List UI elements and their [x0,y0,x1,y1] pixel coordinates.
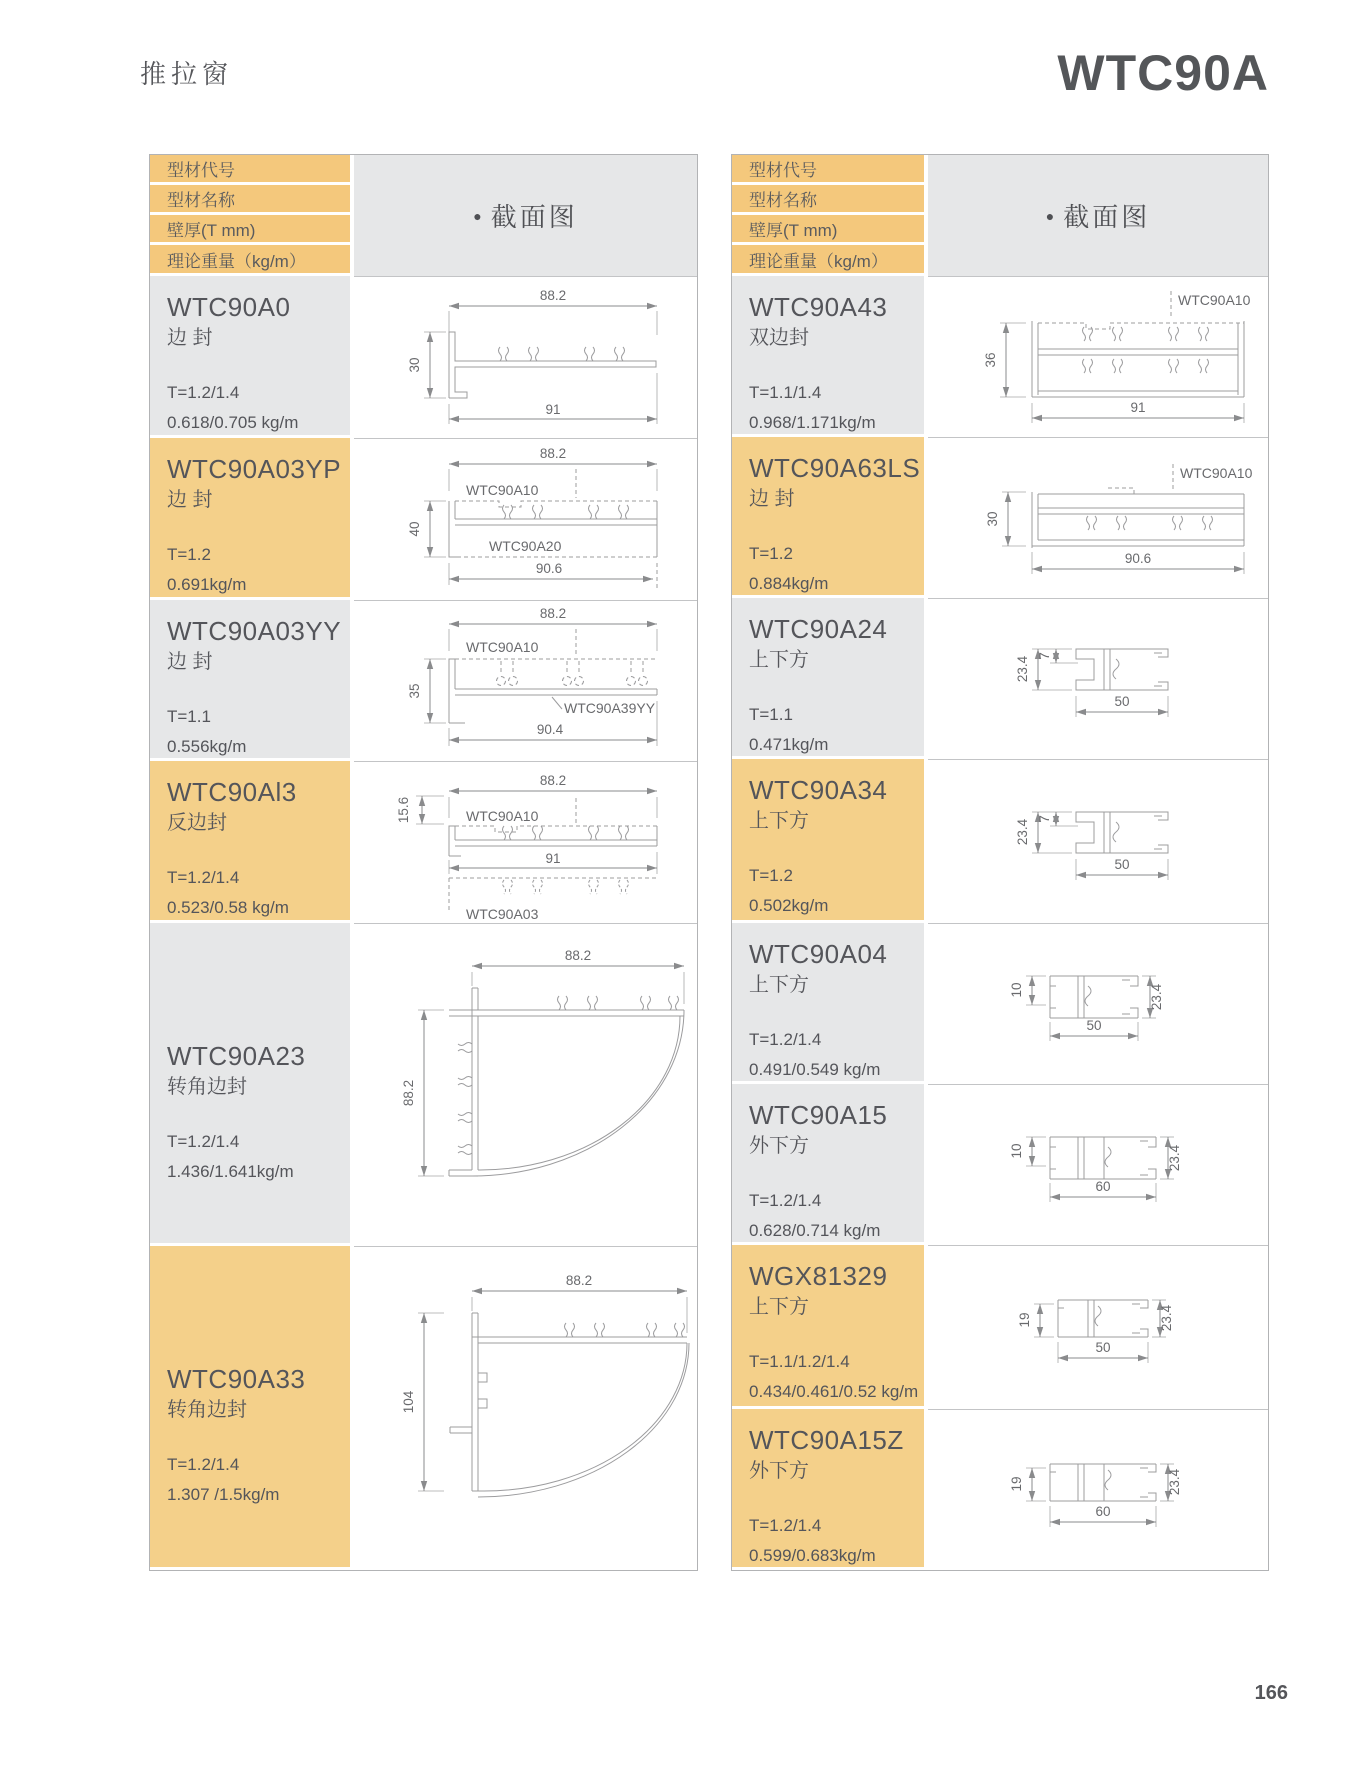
profile-thickness: T=1.2/1.4 [167,868,240,887]
profile-code: WTC90A04 [749,939,888,969]
dim-label: 90.6 [1124,551,1152,566]
row-label-wtc90al3 [150,761,350,920]
row-label-wtc90a33 [150,1246,350,1567]
left-profile-table [149,154,698,1571]
row-label-wgx81329 [732,1245,924,1406]
profile-thickness: T=1.2 [749,866,793,885]
section-drawing [928,924,1268,1083]
profile-weight: 0.968/1.171kg/m [749,413,876,432]
profile-thickness: T=1.2/1.4 [167,1455,240,1474]
dim-label: 91 [1130,400,1146,415]
drawing-row [354,600,697,761]
component-label: WTC90A20 [489,538,562,554]
dim-label: 23.4 [1015,655,1030,683]
profile-name: 反边封 [167,812,227,834]
profile-thickness: T=1.1/1.2/1.4 [749,1352,850,1371]
header-cell-thickness: 壁厚(T mm) [732,215,924,242]
header-cell-weight: 理论重量（kg/m） [150,245,350,273]
profile-code: WTC90A43 [749,292,888,322]
series-title: WTC90A [1057,45,1269,101]
dim-label: 90.6 [535,561,563,576]
component-label: WTC90A03 [466,906,539,922]
dim-label: 50 [1114,857,1130,872]
profile-name: 边 封 [167,651,213,673]
profile-weight: 0.434/0.461/0.52 kg/m [749,1382,919,1401]
dim-label: 50 [1086,1018,1102,1033]
dim-label: 10 [1009,982,1024,998]
row-label-wtc90a23 [150,923,350,1243]
profile-weight: 0.471kg/m [749,735,829,754]
dim-label: 35 [407,683,422,699]
dim-label: 88.2 [539,288,567,303]
profile-code: WTC90A23 [167,1041,306,1071]
profile-code: WTC90Al3 [167,777,297,807]
row-label-wtc90a15z [732,1409,924,1567]
drawing-row [928,276,1268,437]
dim-label: 88.2 [539,773,567,788]
dim-label: 23.4 [1159,1304,1174,1332]
dim-label: 19 [1009,1476,1024,1492]
section-drawing [928,1246,1268,1408]
profile-name: 外下方 [749,1135,809,1157]
profile-name: 上下方 [749,810,809,832]
right-profile-table [731,154,1269,1571]
dim-label: 30 [407,357,422,373]
drawing-row [928,437,1268,598]
profile-weight: 0.491/0.549 kg/m [749,1060,881,1079]
dim-label: 60 [1095,1179,1111,1194]
profile-weight: 0.618/0.705 kg/m [167,413,299,432]
dim-label: 23.4 [1167,1144,1182,1172]
bullet-icon: ● [473,207,482,224]
header-cell-name: 型材名称 [150,185,350,212]
right-label-column [732,155,924,1570]
profile-weight: 0.628/0.714 kg/m [749,1221,881,1240]
section-drawing [354,439,697,599]
component-label: WTC90A10 [466,808,539,824]
component-label: WTC90A39YY [564,700,656,716]
header-cell-weight: 理论重量（kg/m） [732,245,924,273]
row-label-wtc90a15 [732,1084,924,1242]
dim-label: 30 [985,511,1000,527]
dim-label: 60 [1095,1504,1111,1519]
profile-name: 边 封 [167,327,213,349]
profile-code: WTC90A33 [167,1364,306,1394]
component-label: WTC90A10 [1180,465,1253,481]
section-drawing [354,601,697,760]
drawing-row [928,1409,1268,1570]
profile-weight: 0.691kg/m [167,575,247,594]
page-category-title: 推拉窗 [140,59,234,89]
row-label-wtc90a0 [150,276,350,435]
profile-code: WTC90A15Z [749,1425,904,1455]
drawing-row [354,1246,697,1570]
left-drawing-column [354,155,697,1570]
page-number: 166 [1254,1682,1288,1704]
drawing-row [928,598,1268,759]
dim-label: 91 [545,851,561,866]
profile-name: 双边封 [749,327,809,349]
section-drawing [928,599,1268,758]
profile-code: WTC90A34 [749,775,888,805]
profile-code: WTC90A24 [749,614,888,644]
row-label-wtc90a24 [732,598,924,756]
dim-label: 10 [1009,1143,1024,1159]
profile-code: WGX81329 [749,1261,888,1291]
row-label-wtc90a03yp [150,438,350,597]
section-view-header: ● 截面图 [928,155,1268,276]
profile-code: WTC90A63LS [749,453,921,483]
row-label-wtc90a43 [732,276,924,434]
profile-name: 外下方 [749,1460,809,1482]
dim-label: 90.4 [536,722,564,737]
drawing-row [354,276,697,438]
profile-code: WTC90A0 [167,292,291,322]
profile-weight: 1.307 /1.5kg/m [167,1485,280,1504]
section-drawing [928,760,1268,922]
profile-name: 边 封 [167,489,213,511]
drawing-row [928,1084,1268,1245]
profile-thickness: T=1.1 [749,705,793,724]
section-drawing [928,277,1268,436]
section-drawing [354,1247,697,1569]
profile-name: 转角边封 [167,1076,247,1098]
dim-label: 88.2 [401,1079,416,1107]
dim-label: 23.4 [1167,1468,1182,1496]
profile-weight: 0.502kg/m [749,896,829,915]
profile-thickness: T=1.2/1.4 [167,383,240,402]
component-label: WTC90A10 [1178,292,1251,308]
profile-thickness: T=1.2/1.4 [749,1516,822,1535]
profile-name: 上下方 [749,649,809,671]
profile-weight: 0.556kg/m [167,737,247,756]
profile-thickness: T=1.1/1.4 [749,383,822,402]
drawing-row [928,1245,1268,1409]
section-view-header: ● 截面图 [354,155,697,276]
row-label-wtc90a03yy [150,600,350,758]
row-label-wtc90a63ls [732,437,924,595]
dim-label: 7 [1037,652,1052,660]
component-label: WTC90A10 [466,482,539,498]
profile-code: WTC90A15 [749,1100,888,1130]
header-cell-code: 型材代号 [150,155,350,182]
dim-label: 7 [1037,815,1052,823]
row-label-wtc90a34 [732,759,924,920]
dim-label: 88.2 [565,1273,593,1288]
profile-thickness: T=1.2/1.4 [167,1132,240,1151]
drawing-row [354,761,697,923]
header-cell-name: 型材名称 [732,185,924,212]
profile-weight: 0.523/0.58 kg/m [167,898,289,917]
section-drawing [928,438,1268,597]
dim-label: 50 [1095,1340,1111,1355]
component-label: WTC90A10 [466,639,539,655]
right-drawing-column [928,155,1268,1570]
section-drawing [928,1085,1268,1244]
drawing-row [928,759,1268,923]
row-label-wtc90a04 [732,923,924,1081]
profile-weight: 1.436/1.641kg/m [167,1162,294,1181]
profile-name: 上下方 [749,1296,809,1318]
profile-name: 上下方 [749,974,809,996]
profile-thickness: T=1.1 [167,707,211,726]
section-drawing [354,277,697,437]
section-drawing [354,762,697,922]
bullet-icon: ● [1045,207,1055,224]
profile-thickness: T=1.2/1.4 [749,1030,822,1049]
dim-label: 88.2 [539,446,567,461]
header-cell-thickness: 壁厚(T mm) [150,215,350,242]
profile-code: WTC90A03YP [167,454,342,484]
profile-code: WTC90A03YY [167,616,342,646]
drawing-row [354,438,697,600]
profile-name: 边 封 [749,488,795,510]
profile-weight: 0.884kg/m [749,574,829,593]
section-drawing [354,924,697,1245]
dim-label: 23.4 [1015,818,1030,846]
drawing-row [354,923,697,1246]
profile-weight: 0.599/0.683kg/m [749,1546,876,1565]
dim-label: 88.2 [539,606,567,621]
dim-label: 40 [407,521,422,537]
dim-label: 19 [1017,1312,1032,1328]
dim-label: 104 [401,1390,416,1414]
dim-label: 23.4 [1149,983,1164,1011]
section-drawing [928,1410,1268,1569]
profile-name: 转角边封 [167,1399,247,1421]
dim-label: 88.2 [564,948,592,963]
header-cell-code: 型材代号 [732,155,924,182]
drawing-row [928,923,1268,1084]
dim-label: 91 [545,402,561,417]
dim-label: 50 [1114,694,1130,709]
profile-thickness: T=1.2 [167,545,211,564]
profile-thickness: T=1.2 [749,544,793,563]
dim-label: 36 [983,352,998,368]
left-label-column [150,155,350,1570]
profile-thickness: T=1.2/1.4 [749,1191,822,1210]
dim-label: 15.6 [396,796,411,824]
